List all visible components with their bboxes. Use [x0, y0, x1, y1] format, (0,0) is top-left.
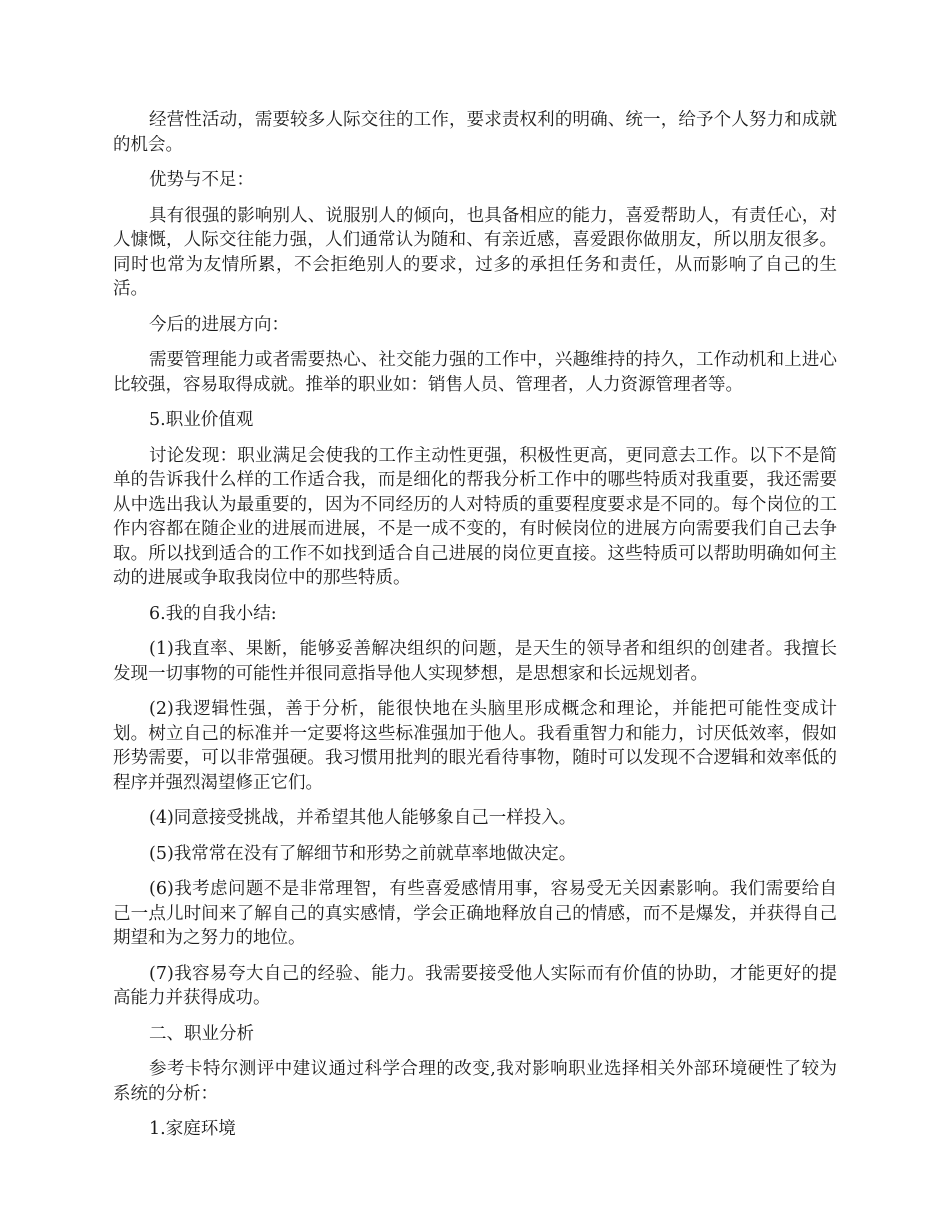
paragraph-work-type: 经营性活动，需要较多人际交往的工作，要求责权利的明确、统一，给予个人努力和成就的机会。 — [113, 110, 837, 155]
heading-family-environment: 1.家庭环境 — [149, 1119, 236, 1139]
paragraph-summary-7: (7)我容易夸大自己的经验、能力。我需要接受他人实际而有价值的协助，才能更好的提高能力并获得成功。 — [113, 963, 837, 1008]
paragraph-summary-6: (6)我考虑问题不是非常理智，有些喜爱感情用事，容易受无关因素影响。我们需要给自己一点儿时间来了解自己的真实感情，学会正确地释放自己的情感，而不是爆发，并获得自己期望和为之努力的地位。 — [113, 879, 837, 948]
paragraph-strengths: 具有很强的影响别人、说服别人的倾向，也具备相应的能力，喜爱帮助人，有责任心，对人慷慨，人际交往能力强，人们通常认为随和、有亲近感，喜爱跟你做朋友，所以朋友很多。同时也常为友情所累，不会拒绝别人的要求，过多的承担任务和责任，从而影响了自己的生活。 — [113, 205, 837, 299]
paragraph-future-direction: 需要管理能力或者需要热心、社交能力强的工作中，兴趣维持的持久，工作动机和上进心比较强，容易取得成就。推举的职业如：销售人员、管理者，人力资源管理者等。 — [113, 350, 837, 395]
heading-career-analysis: 二、职业分析 — [149, 1023, 254, 1044]
paragraph-summary-4: (4)同意接受挑战，并希望其他人能够象自己一样投入。 — [149, 808, 577, 828]
paragraph-summary-2: (2)我逻辑性强，善于分析，能很快地在头脑里形成概念和理论，并能把可能性变成计划。树立自己的标准并一定要将这些标准强加于他人。我看重智力和能力，讨厌低效率，假如形势需要，可以非常强硬。我习惯用批判的眼光看待事物，随时可以发现不合逻辑和效率低的程序并强烈渴望修正它们。 — [113, 699, 837, 793]
document-body — [113, 108, 837, 1153]
paragraph-summary-1: (1)我直率、果断，能够妥善解决组织的问题，是天生的领导者和组织的创建者。我擅长发现一切事物的可能性并很同意指导他人实现梦想，是思想家和长远规划者。 — [113, 639, 837, 684]
heading-strengths-weaknesses: 优势与不足： — [149, 170, 254, 190]
paragraph-career-values: 讨论发现：职业满足会使我的工作主动性更强，积极性更高，更同意去工作。以下不是简单的告诉我什么样的工作适合我，而是细化的帮我分析工作中的哪些特质对我重要，我还需要从中选出我认为最重要的，因为不同经历的人对特质的重要程度要求是不同的。每个岗位的工作内容都在随企业的进展而进展，不是一成不变的，有时候岗位的进展方向需要我们自己去争取。所以找到适合的工作不如找到适合自己进展的岗位更直接。这些特质可以帮助明确如何主动的进展或争取我岗位中的那些特质。 — [113, 445, 837, 588]
heading-career-values: 5.职业价值观 — [149, 410, 254, 430]
paragraph-summary-5: (5)我常常在没有了解细节和形势之前就草率地做决定。 — [149, 843, 577, 864]
paragraph-career-analysis: 参考卡特尔测评中建议通过科学合理的改变,我对影响职业选择相关外部环境硬性了较为系统的分析： — [113, 1059, 837, 1104]
heading-future-direction: 今后的进展方向： — [149, 314, 289, 335]
heading-self-summary: 6.我的自我小结: — [149, 603, 277, 624]
